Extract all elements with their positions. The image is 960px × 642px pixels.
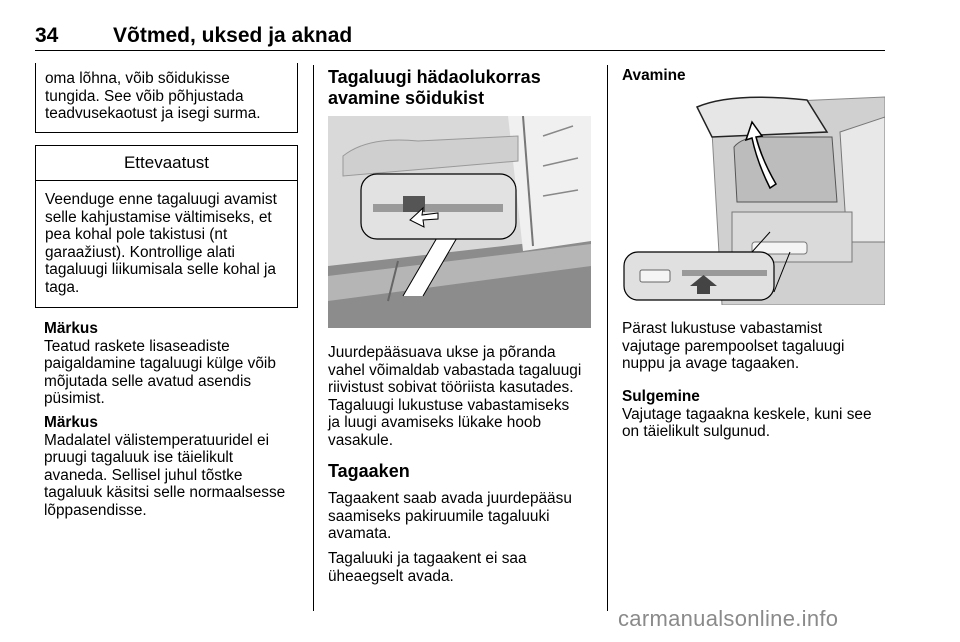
note-1-heading: Märkus — [44, 320, 98, 337]
note-1-line-4: püsimist. — [44, 390, 105, 408]
chapter-title: Võtmed, uksed ja aknad — [113, 24, 353, 47]
note-2-line-2: pruugi tagaluuk ise täielikult — [44, 449, 234, 467]
note-1-line-1: Teatud raskete lisaseadiste — [44, 337, 230, 355]
watermark: carmanualsonline.info — [618, 606, 839, 631]
caution-title: Ettevaatust — [36, 146, 297, 181]
caution-line-3: pea kohal pole takistusi (nt — [45, 226, 228, 244]
note-1 — [44, 320, 306, 408]
rear-window-text-2 — [328, 550, 600, 585]
closing-subsection — [622, 388, 887, 441]
page-number: 34 — [35, 24, 59, 47]
note-2-line-1: Madalatel välistemperatuuridel ei — [44, 431, 269, 449]
column-divider-2 — [607, 65, 608, 611]
para-1-line-6: vasakule. — [328, 431, 394, 449]
page-header — [35, 20, 885, 52]
caution-box — [35, 145, 298, 308]
note-2 — [44, 414, 306, 520]
caution-line-4: garaažiust). Kontrollige alati — [45, 243, 235, 261]
caution-line-2: selle kahjustamise vältimiseks, et — [45, 208, 272, 226]
column-divider-1 — [313, 65, 314, 611]
opening-heading: Avamine — [622, 67, 686, 84]
warning-continuation-box — [35, 63, 298, 133]
para-1-line-2: vahel võimaldab vabastada tagaluugi — [328, 361, 582, 379]
para-3-line-1: Tagaluuki ja tagaakent ei saa — [328, 550, 527, 567]
caution-line-5: tagaluugi liikumisala selle kohal ja — [45, 261, 276, 279]
para-2-line-1: Tagaakent saab avada juurdepääsu — [328, 490, 572, 507]
closing-line-1: Vajutage tagaakna keskele, kuni see — [622, 405, 872, 423]
caution-line-6: taga. — [45, 278, 80, 296]
note-2-line-4: tagaluuk käsitsi selle normaalsesse — [44, 484, 286, 502]
opening-line-1: Pärast lukustuse vabastamist — [622, 320, 823, 337]
closing-heading: Sulgemine — [622, 388, 700, 405]
rear-window-section — [328, 461, 600, 482]
note-1-line-2: paigaldamine tagaluugi külge võib — [44, 355, 276, 373]
para-1-line-3: riivistust sobivat tööriista kasutades. — [328, 379, 574, 397]
opening-line-3: nuppu ja avage tagaaken. — [622, 355, 800, 373]
note-2-line-5: lõppasendisse. — [44, 501, 147, 519]
para-1-line-1: Juurdepääsuava ukse ja põranda — [328, 344, 556, 361]
rear-window-heading: Tagaaken — [328, 461, 410, 481]
para-2-line-3: avamata. — [328, 525, 392, 543]
opening-line-2: vajutage parempoolset tagaluugi — [622, 337, 845, 355]
warning-text-line-3: teadvusekaotust ja isegi surma. — [45, 105, 261, 123]
para-1-line-5: ja luugi avamiseks lükake hoob — [328, 414, 542, 432]
section-heading-line-1: Tagaluugi hädaolukorras — [328, 67, 541, 87]
tailgate-emergency-heading — [328, 67, 598, 109]
opening-subsection — [622, 67, 884, 85]
emergency-release-text — [328, 344, 600, 450]
rear-window-illustration — [622, 92, 885, 305]
warning-text-line-2: tungida. See võib põhjustada — [45, 87, 244, 105]
opening-text — [622, 320, 887, 373]
para-1-line-4: Tagaluugi lukustuse vabastamiseks — [328, 396, 570, 414]
header-rule — [35, 50, 885, 51]
note-2-line-3: avaneda. Sellisel juhul tõstke — [44, 466, 243, 484]
note-2-heading: Märkus — [44, 414, 98, 431]
warning-text-line-1: oma lõhna, võib sõidukisse — [45, 70, 230, 87]
para-3-line-2: üheaegselt avada. — [328, 567, 454, 585]
rear-window-text-1 — [328, 490, 600, 543]
caution-line-1: Veenduge enne tagaluugi avamist — [45, 191, 277, 208]
emergency-release-illustration — [328, 116, 591, 328]
note-1-line-3: mõjutada selle avatud asendis — [44, 372, 252, 390]
section-heading-line-2: avamine sõidukist — [328, 88, 485, 108]
closing-line-2: on täielikult sulgunud. — [622, 423, 771, 441]
para-2-line-2: saamiseks pakiruumile tagaluuki — [328, 507, 550, 525]
